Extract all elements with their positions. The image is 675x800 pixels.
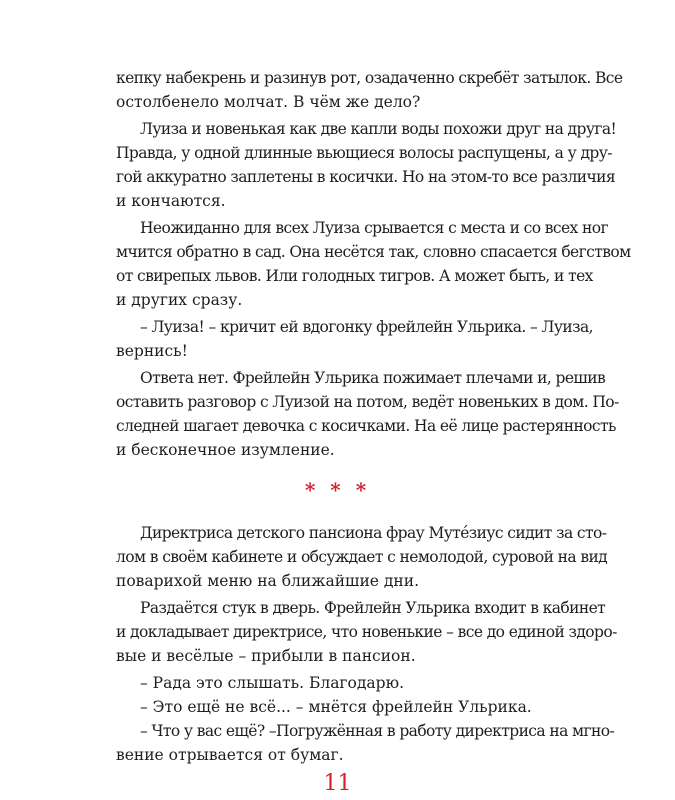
text-line-content: гой аккуратно заплетены в косички. Но на этом-то все различия [116, 168, 616, 186]
paragraph-first-line: – Это ещё не всё... – мнётся фрейлейн Ульрика. [140, 698, 532, 716]
text-line-content: кепку набекрень и разинув рот, озадаченно скребёт затылок. Все [116, 69, 623, 87]
text-line-content: остолбенело молчат. В чём же дело? [116, 93, 421, 111]
paragraph-first-line: Луиза и новенькая как две капли воды похожи друг на друга! [140, 120, 617, 138]
paragraph-first-line: Неожиданно для всех Луиза срывается с места и со всех ног [140, 219, 608, 237]
text-line-content: и бесконечное изумление. [116, 441, 335, 459]
text-line-content: вые и весёлые – прибыли в пансион. [116, 647, 416, 665]
text-line-content: вение отрывается от бумаг. [116, 746, 344, 764]
paragraph-first-line: Раздаётся стук в дверь. Фрейлейн Ульрика входит в кабинет [140, 599, 606, 617]
text-line-content: Правда, у одной длинные вьющиеся волосы распущены, а у дру- [116, 144, 612, 162]
text-line-content: вернись! [116, 342, 188, 360]
text-line-content: и докладывает директрисе, что новенькие – все до единой здоро- [116, 623, 617, 641]
paragraph-first-line: – Что у вас ещё? –Погружённая в работу директриса на мгно- [140, 722, 615, 740]
paragraph-first-line: – Луиза! – кричит ей вдогонку фрейлейн Ульрика. – Луиза, [140, 318, 593, 336]
paragraph-first-line: – Рада это слышать. Благодарю. [140, 674, 405, 692]
text-line-content: и кончаются. [116, 192, 226, 210]
text-line-content: поварихой меню на ближайшие дни. [116, 572, 420, 590]
text-line-content: следней шагает девочка с косичками. На её лице растерянность [116, 417, 616, 435]
text-line-content: и других сразу. [116, 291, 243, 309]
text-line-content: от свирепых львов. Или голодных тигров. А может быть, и тех [116, 267, 593, 285]
page-number: 11 [323, 771, 352, 796]
text-line-content: оставить разговор с Луизой на потом, ведёт новеньких в дом. По- [116, 393, 619, 411]
text-line-content: мчится обратно в сад. Она несётся так, словно спасается бегством [116, 243, 631, 261]
paragraph-first-line: Директриса детского пансиона фрау Мутéзиус сидит за сто- [140, 524, 607, 542]
section-separator-asterisks: * * * [304, 478, 371, 502]
paragraph-first-line: Ответа нет. Фрейлейн Ульрика пожимает плечами и, решив [140, 369, 606, 387]
text-line-content: лом в своём кабинете и обсуждает с немолодой, суровой на вид [116, 548, 608, 566]
